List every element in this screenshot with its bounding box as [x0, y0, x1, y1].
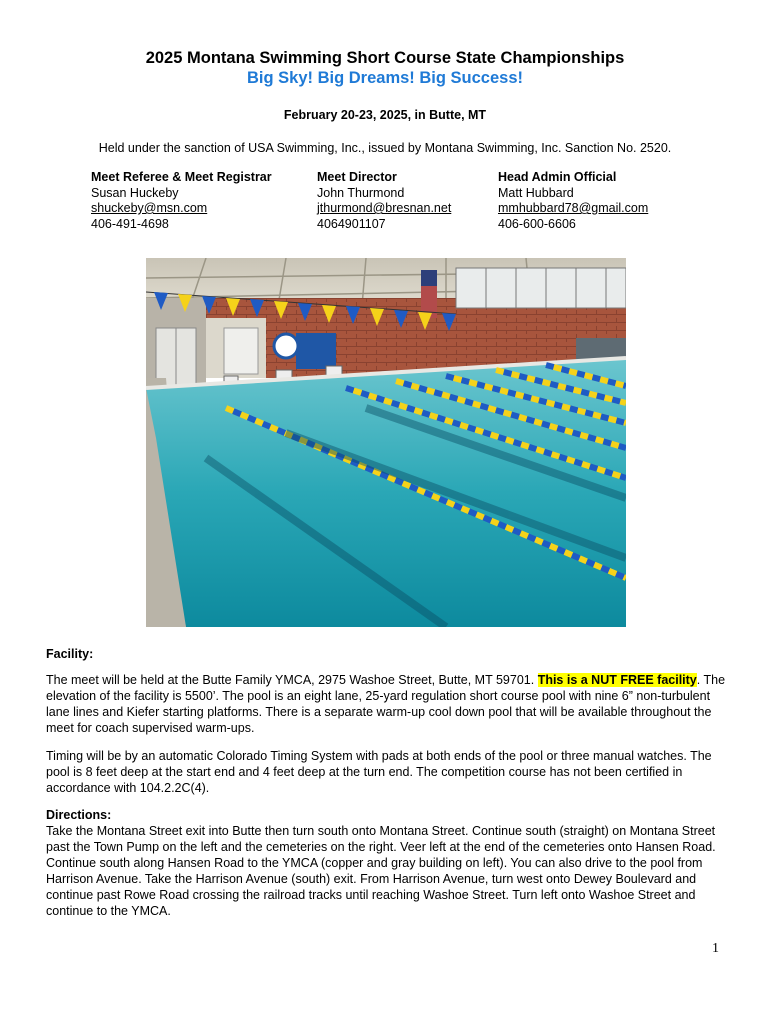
- pool-photo: [146, 258, 626, 627]
- contact-role: Meet Referee & Meet Registrar: [91, 170, 272, 184]
- facility-heading: [46, 646, 726, 662]
- page-subtitle: Big Sky! Big Dreams! Big Success!: [246, 69, 523, 87]
- contact-name: Susan Huckeby: [91, 185, 179, 200]
- contact-meet-referee: [91, 170, 272, 232]
- contact-role: Head Admin Official: [498, 170, 617, 184]
- contact-name: John Thurmond: [317, 185, 405, 200]
- page-title: 2025 Montana Swimming Short Course State Championships: [145, 49, 625, 67]
- contact-phone: 406-600-6606: [498, 216, 576, 231]
- contact-role: Meet Director: [317, 170, 397, 184]
- meet-dates: February 20-23, 2025, in Butte, MT: [283, 108, 487, 122]
- directions-text: Take the Montana Street exit into Butte then turn south onto Montana Street. Continue south (straight) on Montana Street past the Town Pump on the left and the cemeteries on the right. Veer left at the end of the cemeteries onto Hansen Road. Continue south along Hansen Road to the YMCA (copper and gray building on left). You can also drive to the pool from Harrison Avenue. Take the Harrison Avenue (south) exit. From Harrison Avenue, turn west onto Dewey Boulevard and continue past Rowe Road crossing the railroad tracks until reaching Washoe Street. Turn left onto Washoe Street and continue to the YMCA.: [46, 824, 716, 918]
- contact-phone: 406-491-4698: [91, 216, 169, 231]
- facility-paragraph-2: Timing will be by an automatic Colorado Timing System with pads at both ends of the pool or three manual watches. The pool is 8 feet deep at the start end and 4 feet deep at the turn end. The competition course has not been certified in accordance with 104.2.2C(4).: [46, 749, 712, 795]
- directions-section: [46, 807, 726, 919]
- page-number: 1: [712, 941, 719, 956]
- facility-paragraph-1: [46, 672, 726, 736]
- facility-text: The meet will be held at the Butte Family YMCA, 2975 Washoe Street, Butte, MT 59701.: [46, 673, 538, 687]
- facility-heading-text: Facility:: [46, 647, 94, 661]
- contact-head-admin-official: [498, 170, 648, 232]
- facility-text: . The elevation of the facility is 5500’. The pool is an eight lane, 25-yard regulation short course pool with nine 6” non-turbulent lane lines and Kiefer starting platforms. There is a separate warm-up cool down pool that will be available throughout the meet for coach supervised warm-ups.: [46, 673, 726, 735]
- directions-heading: Directions:: [46, 808, 112, 822]
- contact-email-link[interactable]: mmhubbard78@gmail.com: [498, 201, 649, 215]
- contact-phone: 4064901107: [317, 216, 386, 231]
- nut-free-highlight: This is a NUT FREE facility: [537, 673, 697, 687]
- sanction-statement: Held under the sanction of USA Swimming, Inc., issued by Montana Swimming, Inc. Sanction No. 2520.: [98, 141, 672, 155]
- contact-name: Matt Hubbard: [498, 185, 574, 200]
- contact-email-link[interactable]: jthurmond@bresnan.net: [317, 201, 452, 215]
- contact-email-link[interactable]: shuckeby@msn.com: [91, 201, 208, 215]
- contact-meet-director: [317, 170, 451, 232]
